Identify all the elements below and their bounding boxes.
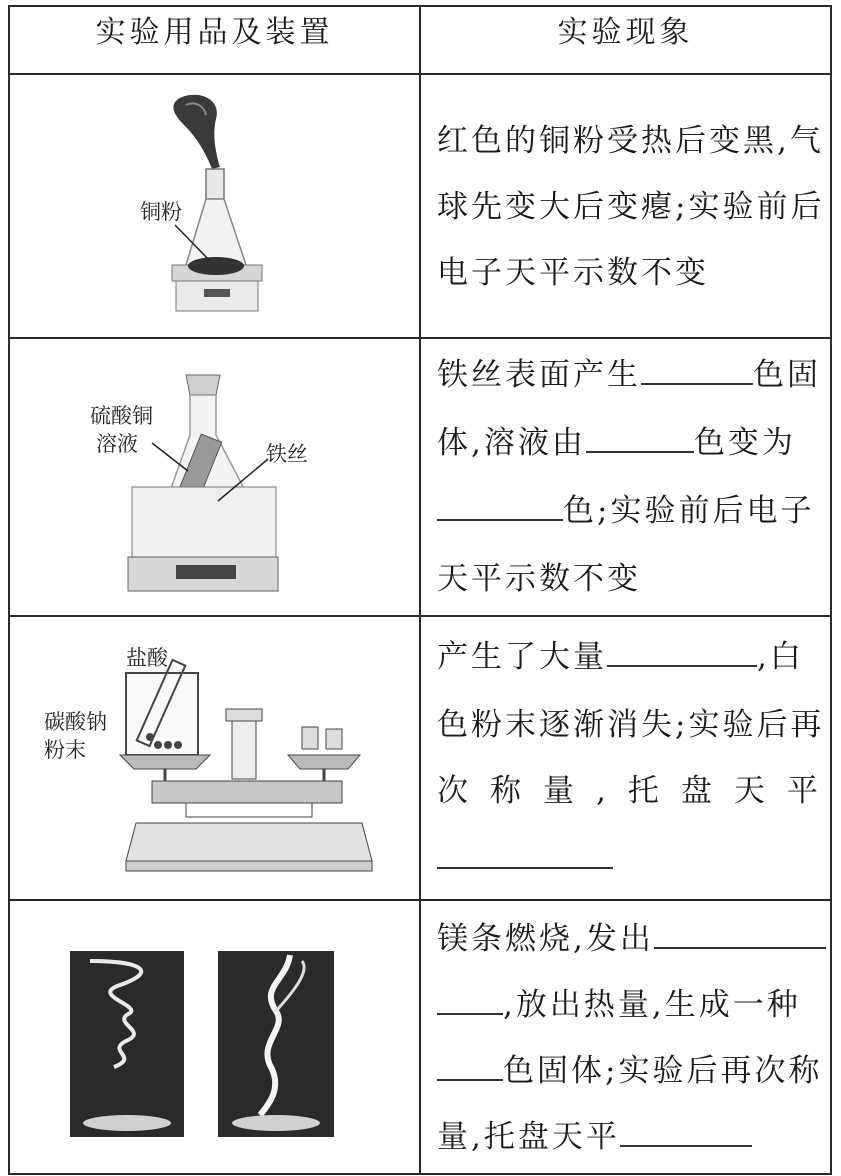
magnesium-phenomenon-cell — [420, 900, 831, 1174]
magnesium-apparatus-cell — [9, 900, 420, 1174]
row3-line1-text-a: 产生了大量 — [437, 639, 607, 675]
answer-blank-final-color[interactable] — [437, 491, 563, 521]
answer-blank-solid-color[interactable] — [641, 355, 753, 385]
sodium-carbonate-label: 碳酸钠 — [44, 710, 107, 734]
row2-line1-text-b: 色固 — [753, 357, 821, 393]
copper-heating-illustration — [10, 75, 393, 337]
answer-blank-light[interactable] — [654, 919, 826, 949]
answer-blank-solid-color-mg[interactable] — [437, 1051, 503, 1081]
header-phenomenon: 实验现象 — [420, 6, 831, 74]
row4-line1 — [437, 919, 826, 959]
row2-line2-text-b: 色变为 — [693, 425, 796, 461]
row4-line3 — [437, 1051, 822, 1091]
answer-blank-balance-mg[interactable] — [620, 1117, 752, 1147]
row4-line2 — [437, 985, 801, 1025]
answer-blank-initial-color[interactable] — [586, 423, 694, 453]
carbonate-phenomenon-cell — [420, 616, 840, 900]
balance-carbonate-illustration — [10, 617, 393, 899]
row3-line1-text-b: ,白 — [757, 639, 804, 675]
hydrochloric-acid-label: 盐酸 — [126, 646, 168, 670]
answer-blank-balance-state[interactable] — [437, 839, 613, 869]
row4-line2-text: ,放出热量,生成一种 — [503, 987, 801, 1023]
header-apparatus: 实验用品及装置 — [9, 6, 420, 74]
row2-line3-text: 色;实验前后电子 — [563, 493, 815, 529]
iron-apparatus-cell — [9, 338, 420, 616]
row1-line1: 红色的铜粉受热后变黑,气 — [437, 123, 824, 159]
row2-line4: 天平示数不变 — [437, 561, 641, 597]
row4-line1-text: 镁条燃烧,发出 — [437, 921, 654, 957]
iron-wire-label: 铁丝 — [266, 442, 308, 466]
iron-copper-sulfate-illustration — [10, 339, 393, 615]
row2-line1-text-a: 铁丝表面产生 — [437, 357, 641, 393]
copper-sulfate-label: 硫酸铜 — [90, 404, 153, 428]
row4-line3-text: 色固体;实验后再次称 — [503, 1053, 823, 1089]
copper-powder-label: 铜粉 — [140, 200, 182, 224]
answer-blank-gas[interactable] — [607, 637, 757, 667]
carbonate-apparatus-cell — [9, 616, 420, 900]
row3-line1 — [437, 637, 804, 677]
powder-label: 粉末 — [44, 738, 86, 762]
row2-line2 — [437, 423, 796, 463]
copper-apparatus-cell — [9, 74, 420, 338]
answer-blank-light-cont[interactable] — [437, 985, 503, 1015]
row1-line2: 球先变大后变瘪;实验前后 — [437, 189, 825, 225]
row1-line3: 电子天平示数不变 — [437, 255, 709, 291]
solution-label: 溶液 — [96, 432, 138, 456]
row3-line4 — [437, 839, 613, 879]
iron-phenomenon-cell — [420, 338, 831, 616]
row3-line2: 色粉末逐渐消失;实验后再 — [437, 707, 825, 743]
row4-line4-text: 量,托盘天平 — [437, 1119, 620, 1155]
row3-line3: 次称量,托盘天平 — [437, 773, 840, 809]
copper-phenomenon-cell — [420, 74, 831, 338]
row2-line1 — [437, 355, 821, 395]
row2-line3 — [437, 491, 814, 531]
experiment-table — [8, 5, 840, 1175]
magnesium-burning-illustration — [10, 901, 393, 1173]
row4-line4 — [437, 1117, 752, 1157]
row2-line2-text-a: 体,溶液由 — [437, 425, 586, 461]
